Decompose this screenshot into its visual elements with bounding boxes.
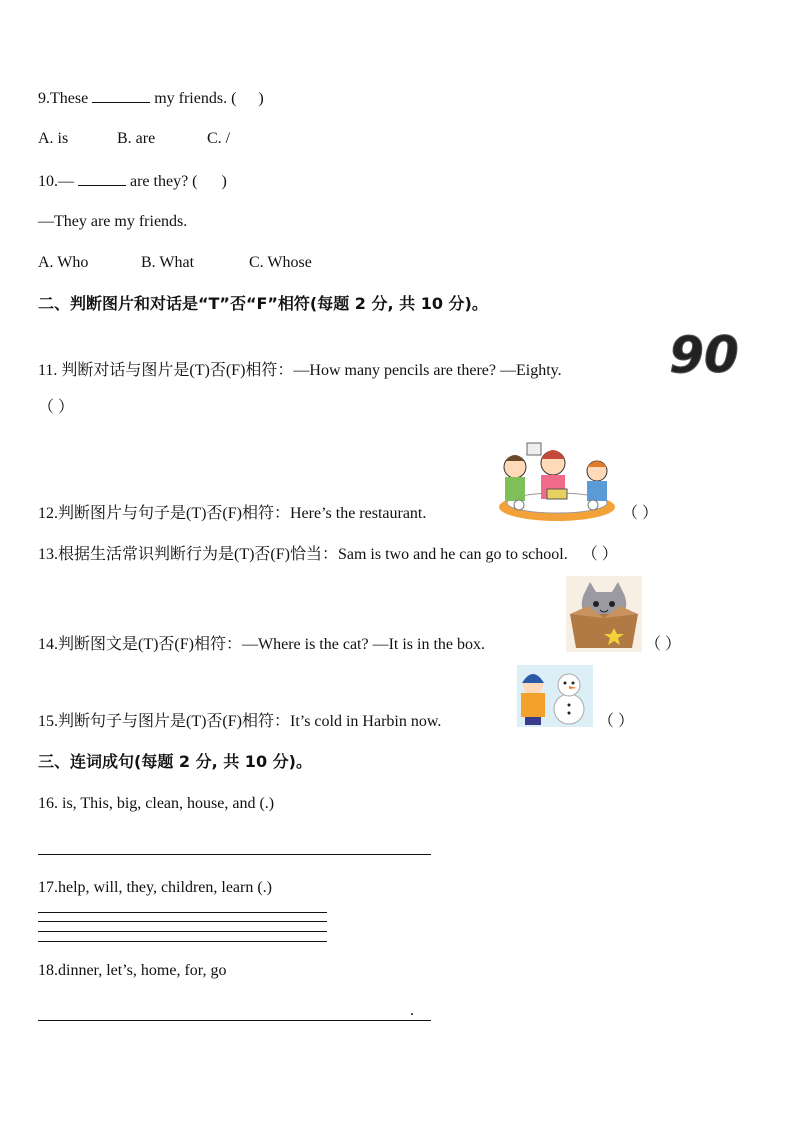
cat-in-box-image	[566, 576, 642, 652]
q13-text: 13.根据生活常识判断行为是(T)否(F)恰当：Sam is two and he can go to school.	[38, 546, 568, 563]
q12-paren[interactable]: （ ）	[622, 505, 659, 522]
q11-paren[interactable]: （ ）	[38, 399, 75, 416]
question-15	[38, 711, 441, 733]
q17-answer-line-4[interactable]	[38, 941, 327, 942]
question-10	[38, 169, 227, 193]
q10-options	[38, 252, 312, 274]
question-16: 16. is, This, big, clean, house, and (.)	[38, 795, 275, 812]
question-9	[38, 86, 264, 110]
q10-option-c[interactable]: C. Whose	[249, 254, 312, 271]
q14-paren[interactable]: （ ）	[645, 636, 682, 653]
q9-prefix: 9.These	[38, 90, 89, 107]
q10-suffix: are they? (	[130, 173, 198, 190]
q14-text: 14.判断图文是(T)否(F)相符：—Where is the cat? —It is in the box.	[38, 636, 486, 653]
q9-paren-close: )	[258, 90, 264, 107]
section-2-heading: 二、判断图片和对话是“T”否“F”相符(每题 2 分, 共 10 分)。	[38, 294, 488, 313]
q10-answer-blank[interactable]	[78, 169, 126, 186]
q9-options	[38, 128, 230, 150]
q11-text: 11. 判断对话与图片是(T)否(F)相符：—How many pencils are there? —Eighty.	[38, 362, 562, 379]
q9-option-b[interactable]: B. are	[117, 130, 156, 147]
section-3-heading: 三、连词成句(每题 2 分, 共 10 分)。	[38, 752, 312, 771]
q10-option-a[interactable]: A. Who	[38, 254, 89, 271]
q10-paren-close: )	[221, 173, 227, 190]
question-11	[38, 360, 562, 382]
q9-option-a[interactable]: A. is	[38, 130, 69, 147]
q17-answer-line-3[interactable]	[38, 931, 327, 932]
snowman-image	[517, 665, 593, 727]
q9-answer-blank[interactable]	[92, 86, 150, 103]
q9-suffix: my friends. (	[154, 90, 237, 107]
question-13	[38, 544, 618, 566]
q12-text: 12.判断图片与句子是(T)否(F)相符：Here’s the restaurant.	[38, 505, 427, 522]
q15-paren[interactable]: （ ）	[598, 713, 635, 730]
q17-answer-line-1[interactable]	[38, 912, 327, 913]
restaurant-image	[497, 437, 617, 521]
q9-option-c[interactable]: C. /	[207, 130, 231, 147]
q16-answer-line[interactable]	[38, 854, 431, 855]
q10-option-b[interactable]: B. What	[141, 254, 195, 271]
number-90-text: 90	[669, 326, 739, 380]
q10-prefix: 10.—	[38, 173, 74, 190]
question-12	[38, 503, 426, 525]
question-18: 18.dinner, let’s, home, for, go	[38, 962, 227, 979]
q15-text: 15.判断句子与图片是(T)否(F)相符：It’s cold in Harbin now.	[38, 713, 442, 730]
q13-paren[interactable]: （ ）	[581, 546, 618, 563]
question-17: 17.help, will, they, children, learn (.)	[38, 879, 272, 896]
q17-answer-line-2[interactable]	[38, 921, 327, 922]
q18-end-mark: .	[410, 1002, 414, 1019]
question-14	[38, 634, 485, 656]
q18-answer-line[interactable]	[38, 1020, 431, 1021]
q10-reply: —They are my friends.	[38, 213, 188, 230]
number-90-image	[668, 326, 740, 380]
